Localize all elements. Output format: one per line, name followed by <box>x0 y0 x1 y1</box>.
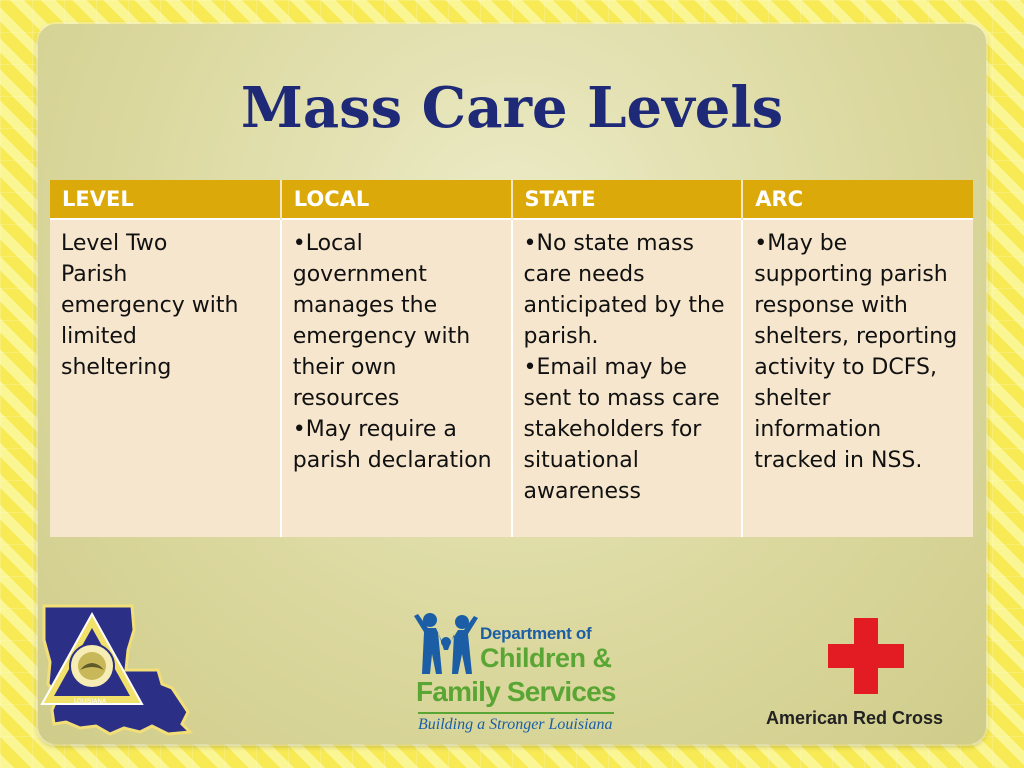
level-line: emergency with <box>61 293 239 318</box>
dcfs-divider <box>418 712 614 714</box>
level-line: sheltering <box>61 355 172 380</box>
cell-local <box>281 219 512 537</box>
arc-bullet: • May be supporting parish response with shelters, reporting activity to DCFS, shelter information tracked in NSS. <box>754 228 963 476</box>
state-bullet: • Email may be sent to mass care stakeholders for situational awareness <box>524 352 732 507</box>
gohsep-logo <box>40 600 200 740</box>
local-bullet: • May require a parish declaration <box>293 414 501 476</box>
header-level: LEVEL <box>50 180 281 219</box>
slide-title: Mass Care Levels <box>240 75 784 141</box>
red-cross-name: American Red Cross <box>766 708 944 728</box>
level-line: limited <box>61 324 137 349</box>
cell-arc <box>742 219 973 537</box>
dcfs-logo <box>410 610 620 740</box>
cell-level <box>50 219 281 537</box>
red-cross-logo <box>760 612 975 737</box>
header-local: LOCAL <box>281 180 512 219</box>
dcfs-line3: Family Services <box>416 676 616 707</box>
level-line: Parish <box>61 262 128 287</box>
dcfs-line2: Children & <box>480 643 612 673</box>
state-bullet: • No state mass care needs anticipated by the parish. <box>524 228 732 352</box>
header-arc: ARC <box>742 180 973 219</box>
level-line: Level Two <box>61 231 168 256</box>
header-state: STATE <box>512 180 743 219</box>
dcfs-line1: Department of <box>480 624 592 643</box>
cell-state <box>512 219 743 537</box>
table-row <box>50 219 973 537</box>
family-figures-icon <box>410 610 480 678</box>
dcfs-tagline: Building a Stronger Louisiana <box>418 716 613 733</box>
mass-care-table <box>50 180 973 537</box>
dcfs-wordmark <box>480 624 612 672</box>
table-header-row <box>50 180 973 219</box>
local-bullet: • Local government manages the emergency with their own resources <box>293 228 501 414</box>
louisiana-seal-icon <box>40 600 200 740</box>
svg-text:LOUISIANA: LOUISIANA <box>73 698 107 705</box>
red-cross-icon <box>828 618 904 694</box>
